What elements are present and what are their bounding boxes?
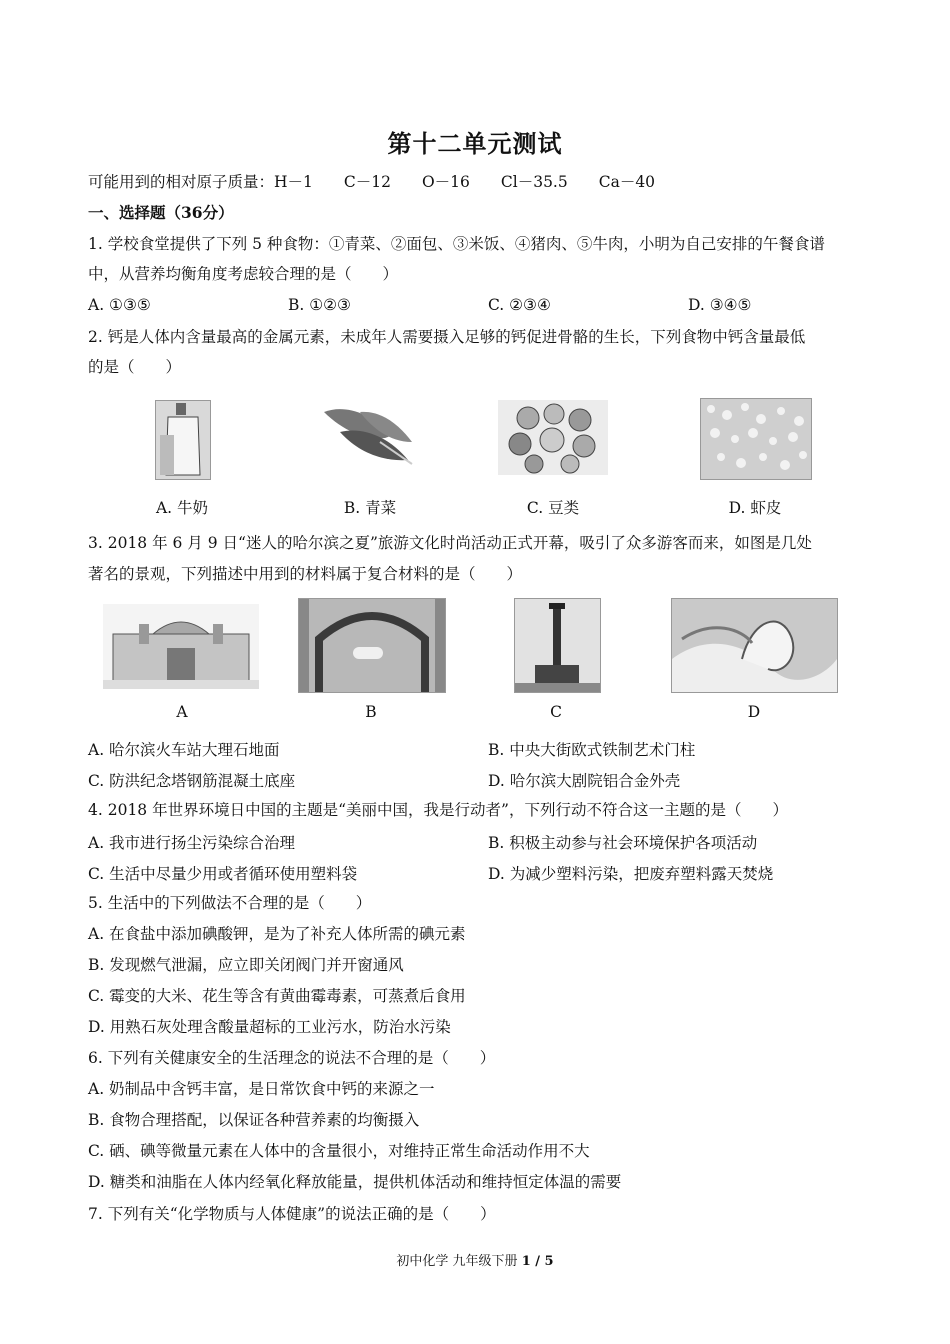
option-c: C. ②③④ — [488, 296, 551, 314]
grand-theatre-photo — [671, 598, 838, 693]
question-6-option-c: C. 硒、碘等微量元素在人体中的含量很小，对维持正常生命活动作用不大 — [88, 1142, 590, 1160]
page-footer — [0, 1250, 950, 1269]
question-2-text: 2. 钙是人体内含量最高的金属元素，未成年人需要摄入足够的钙促进骨骼的生长，下列食物中钙含量最低 — [88, 328, 806, 346]
question-5-option-d: D. 用熟石灰处理含酸量超标的工业污水，防治水污染 — [88, 1018, 451, 1036]
option-d: D. 为减少塑料污染，把废弃塑料露天焚烧 — [488, 865, 774, 883]
option-a: A. 我市进行扬尘污染综合治理 — [88, 834, 296, 852]
question-1-text-cont: 中，从营养均衡角度考虑较合理的是（ ） — [88, 265, 399, 283]
option-a: A. 哈尔滨火车站大理石地面 — [88, 741, 280, 759]
question-5-option-b: B. 发现燃气泄漏，应立即关闭阀门并开窗通风 — [88, 956, 404, 974]
caption-a: A — [176, 703, 188, 721]
caption-beans: C. 豆类 — [526, 499, 580, 517]
question-3-text-cont: 著名的景观，下列描述中用到的材料属于复合材料的是（ ） — [88, 565, 523, 583]
question-5-text: 5. 生活中的下列做法不合理的是（ ） — [88, 894, 372, 912]
question-1-text: 1. 学校食堂提供了下列 5 种食物：①青菜、②面包、③米饭、④猪肉、⑤牛肉，小明为自己安排的午餐食谱 — [88, 235, 825, 253]
caption-d: D — [747, 703, 761, 721]
option-b: B. 积极主动参与社会环境保护各项活动 — [488, 834, 758, 852]
caption-milk: A. 牛奶 — [155, 499, 209, 517]
railway-station-photo — [103, 604, 259, 689]
question-4-text: 4. 2018 年世界环境日中国的主题是“美丽中国，我是行动者”，下列行动不符合这一主题的是（ ） — [88, 801, 788, 819]
atomic-masses: 可能用到的相对原子质量：H－1 C－12 O－16 Cl－35.5 Ca－40 — [88, 173, 656, 191]
option-d: D. 哈尔滨大剧院铝合金外壳 — [488, 772, 681, 790]
page-number: 1 / 5 — [521, 1254, 554, 1269]
option-c: C. 防洪纪念塔钢筋混凝土底座 — [88, 772, 296, 790]
caption-shrimp: D. 虾皮 — [728, 499, 782, 517]
question-5-option-a: A. 在食盐中添加碘酸钾，是为了补充人体所需的碘元素 — [88, 925, 466, 943]
iron-gate-photo — [298, 598, 446, 693]
greens-photo — [320, 402, 416, 468]
flood-tower-photo — [514, 598, 601, 693]
option-c: C. 生活中尽量少用或者循环使用塑料袋 — [88, 865, 358, 883]
question-7-text: 7. 下列有关“化学物质与人体健康”的说法正确的是（ ） — [88, 1205, 496, 1223]
caption-c: C — [550, 703, 562, 721]
option-b: B. 中央大街欧式铁制艺术门柱 — [488, 741, 696, 759]
question-2-text-cont: 的是（ ） — [88, 358, 182, 376]
question-5-option-c: C. 霉变的大米、花生等含有黄曲霉毒素，可蒸煮后食用 — [88, 987, 466, 1005]
question-3-text: 3. 2018 年 6 月 9 日“迷人的哈尔滨之夏”旅游文化时尚活动正式开幕，吸引了众多游客而来，如图是几处 — [88, 534, 812, 552]
question-6-option-a: A. 奶制品中含钙丰富，是日常饮食中钙的来源之一 — [88, 1080, 435, 1098]
section-heading: 一、选择题（36分） — [88, 203, 234, 222]
milk-photo — [155, 400, 211, 480]
caption-greens: B. 青菜 — [343, 499, 397, 517]
option-a: A. ①③⑤ — [88, 296, 151, 314]
dried-shrimp-photo — [700, 398, 812, 480]
question-6-option-d: D. 糖类和油脂在人体内经氧化释放能量，提供机体活动和维持恒定体温的需要 — [88, 1173, 622, 1191]
option-d: D. ③④⑤ — [688, 296, 752, 314]
option-b: B. ①②③ — [288, 296, 351, 314]
page-title: 第十二单元测试 — [387, 129, 563, 158]
caption-b: B — [365, 703, 377, 721]
question-6-option-b: B. 食物合理搭配，以保证各种营养素的均衡摄入 — [88, 1111, 420, 1129]
footer-text: 初中化学 九年级下册 — [396, 1254, 518, 1269]
beans-photo — [498, 400, 608, 475]
question-6-text: 6. 下列有关健康安全的生活理念的说法不合理的是（ ） — [88, 1049, 496, 1067]
